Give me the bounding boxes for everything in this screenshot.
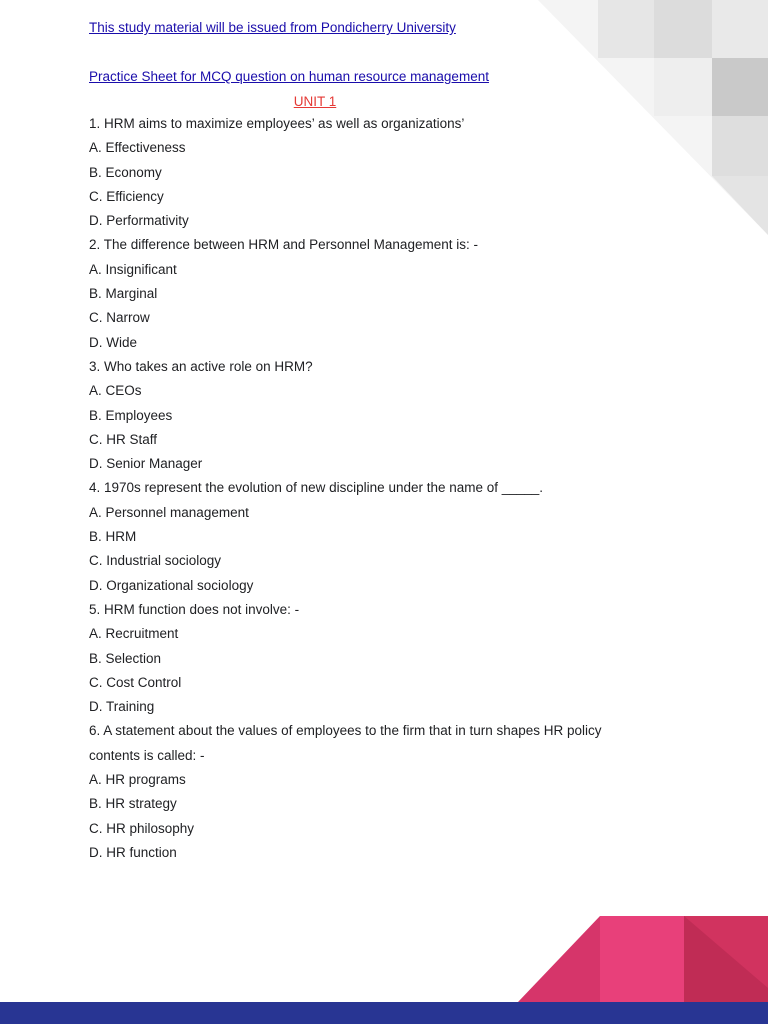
answer-option: B. Economy xyxy=(89,164,162,180)
answer-option: B. Selection xyxy=(89,650,162,666)
answer-option: A. Recruitment xyxy=(89,626,179,642)
answer-option: D. Organizational sociology xyxy=(89,577,254,593)
decorative-pink-shapes xyxy=(518,916,768,1002)
question-block xyxy=(89,112,649,233)
unit-heading: UNIT 1 xyxy=(293,94,337,109)
answer-option: C. Narrow xyxy=(89,310,150,326)
answer-option: B. Employees xyxy=(89,407,173,423)
practice-sheet-title-link[interactable]: Practice Sheet for MCQ question on human resource management xyxy=(89,69,489,84)
question-text: 3. Who takes an active role on HRM? xyxy=(89,358,313,374)
question-text: 2. The difference between HRM and Personnel Management is: - xyxy=(89,237,478,253)
answer-option: A. HR programs xyxy=(89,772,186,788)
question-text: 4. 1970s represent the evolution of new discipline under the name of _____. xyxy=(89,480,544,496)
answer-option: C. HR philosophy xyxy=(89,820,195,836)
question-block xyxy=(89,476,649,597)
spacer xyxy=(89,38,649,67)
question-block xyxy=(89,355,649,476)
question-text: 1. HRM aims to maximize employees’ as well as organizations’ xyxy=(89,116,465,131)
question-text: 5. HRM function does not involve: - xyxy=(89,601,300,617)
answer-option: D. Wide xyxy=(89,334,138,350)
answer-option: A. Effectiveness xyxy=(89,140,186,156)
question-text: 6. A statement about the values of employees to the firm that in turn shapes HR policy contents is called: - xyxy=(89,723,602,763)
footer-bar xyxy=(0,1002,768,1024)
university-notice-link[interactable]: This study material will be issued from Pondicherry University xyxy=(89,20,456,35)
answer-option: A. Insignificant xyxy=(89,261,177,277)
answer-option: C. Efficiency xyxy=(89,188,164,204)
answer-option: C. HR Staff xyxy=(89,431,158,447)
answer-option: B. Marginal xyxy=(89,286,158,302)
answer-option: A. Personnel management xyxy=(89,504,249,520)
question-block xyxy=(89,233,649,354)
answer-option: D. Senior Manager xyxy=(89,456,203,472)
answer-option: A. CEOs xyxy=(89,383,142,399)
answer-option: D. Training xyxy=(89,699,155,715)
answer-option: C. Cost Control xyxy=(89,674,182,690)
answer-option: B. HRM xyxy=(89,529,137,545)
answer-option: D. HR function xyxy=(89,844,177,860)
answer-option: C. Industrial sociology xyxy=(89,553,222,569)
question-block xyxy=(89,598,649,719)
answer-option: D. Performativity xyxy=(89,213,189,229)
answer-option: B. HR strategy xyxy=(89,796,177,812)
question-block xyxy=(89,719,649,865)
document-body xyxy=(89,18,649,865)
